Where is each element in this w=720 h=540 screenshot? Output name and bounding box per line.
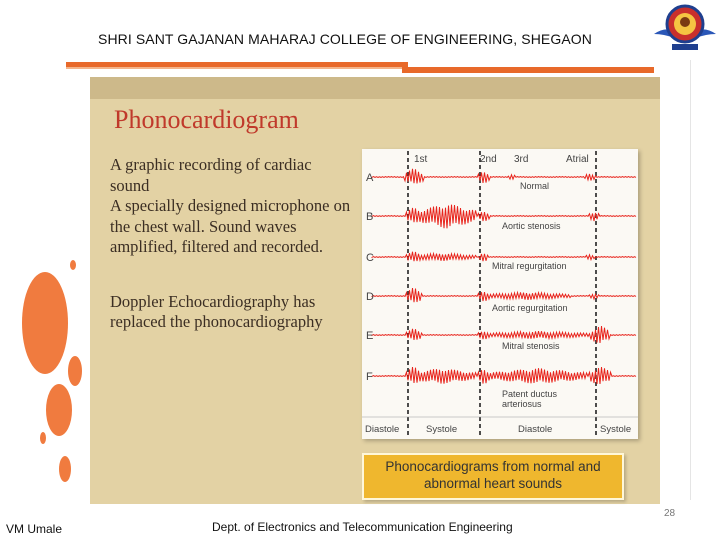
header-accent-bar-light — [66, 67, 402, 69]
decor-circle — [40, 432, 46, 444]
top-label: 2nd — [480, 154, 497, 165]
header-accent-bar-right — [402, 67, 654, 73]
bullet-item: A specially designed microphone on the chest wall. Sound waves amplified, filtered and recorded. — [110, 196, 351, 256]
top-label: 1st — [414, 154, 428, 165]
right-divider — [690, 60, 691, 500]
phonocardiogram-figure — [362, 149, 638, 439]
top-label: Atrial — [566, 154, 589, 165]
figure-caption: Phonocardiograms from normal and abnormal heart sounds — [362, 453, 624, 500]
decor-circle — [22, 272, 68, 374]
author-name: VM Umale — [6, 522, 63, 536]
bottom-label: Systole — [600, 424, 632, 435]
row-label: Mitral stenosis — [502, 341, 560, 351]
row-letter: A — [366, 172, 374, 184]
row-letter: C — [366, 252, 374, 264]
row-label: Normal — [520, 181, 550, 191]
slide-image — [90, 77, 660, 504]
row-label: Aortic regurgitation — [492, 303, 568, 313]
waveform-plot — [362, 149, 638, 439]
slide-top-strip — [90, 77, 660, 99]
decor-circle — [70, 260, 76, 270]
college-title: SHRI SANT GAJANAN MAHARAJ COLLEGE OF ENGINEERING, SHEGAON — [98, 31, 592, 47]
row-letter: F — [366, 371, 373, 383]
top-label: 3rd — [514, 154, 529, 165]
bottom-label: Systole — [426, 424, 458, 435]
college-logo — [650, 0, 720, 58]
row-letter: B — [366, 211, 374, 223]
bullet-item: A graphic recording of cardiac sound — [110, 155, 312, 195]
row-letter: E — [366, 330, 374, 342]
row-label: Mitral regurgitation — [492, 261, 567, 271]
bottom-label: Diastole — [518, 424, 553, 435]
bullet-list — [110, 155, 354, 333]
decor-circle — [59, 456, 71, 482]
decor-circle — [68, 356, 82, 386]
slide-title: Phonocardiogram — [114, 105, 299, 134]
bottom-label: Diastole — [365, 424, 400, 435]
decor-circle — [46, 384, 72, 436]
department-name: Dept. of Electronics and Telecommunication Engineering — [212, 520, 513, 534]
row-letter: D — [366, 291, 374, 303]
row-label: Patent ductus arteriosus — [502, 389, 558, 409]
row-label: Aortic stenosis — [502, 221, 561, 231]
bullet-item: Doppler Echocardiography has replaced the phonocardiography — [110, 291, 323, 331]
page-number: 28 — [664, 508, 676, 519]
